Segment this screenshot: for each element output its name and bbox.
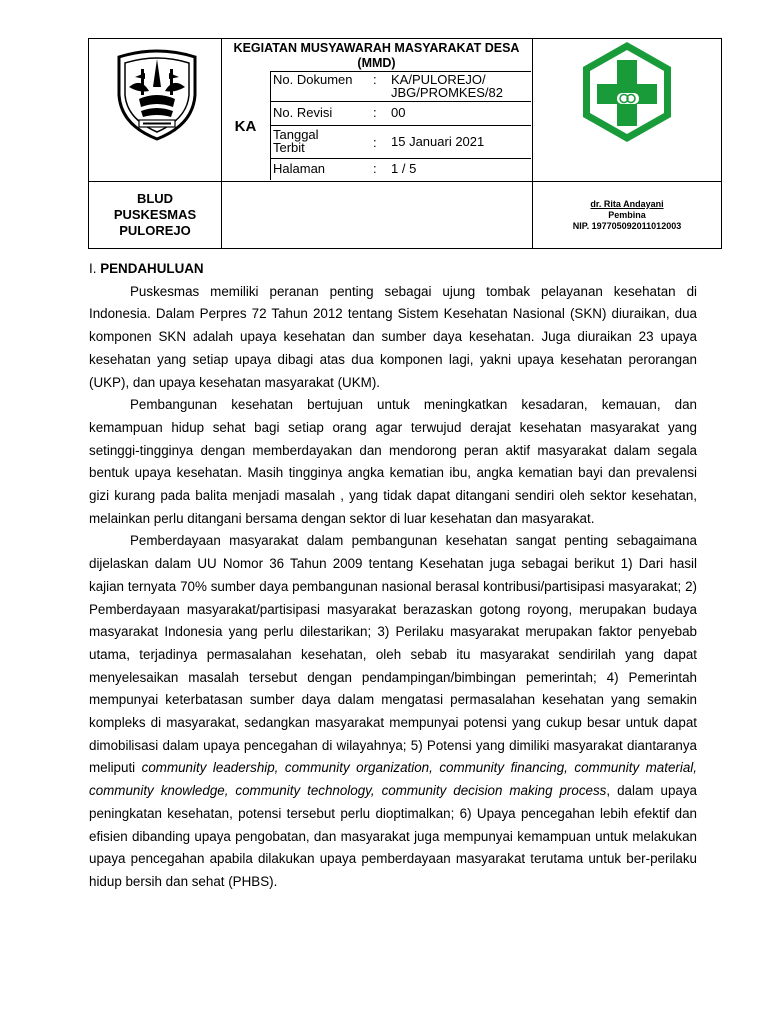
issue-date-label: Tanggal Terbit bbox=[273, 127, 319, 155]
org-line: PULOREJO bbox=[119, 223, 191, 238]
document-title: KEGIATAN MUSYAWARAH MASYARAKAT DESA (MMD) bbox=[233, 41, 520, 70]
section-number: I. bbox=[89, 261, 97, 276]
document-body bbox=[89, 258, 697, 894]
doc-number-value: KA/PULOREJO/ JBG/PROMKES/82 bbox=[391, 72, 503, 100]
org-line: BLUD bbox=[136, 191, 174, 206]
regency-emblem-logo bbox=[111, 47, 203, 143]
divider bbox=[270, 125, 531, 126]
paragraph-italic-text: community leadership, community organization, community financing, community material, community knowledge, community technology, community decision making process bbox=[89, 760, 697, 799]
signatory-position: Pembina bbox=[608, 209, 646, 220]
document-header-table bbox=[88, 38, 722, 249]
section-title: PENDAHULUAN bbox=[100, 261, 204, 276]
separator: : bbox=[373, 72, 377, 87]
revision-label: No. Revisi bbox=[273, 105, 333, 120]
paragraph-text: , dalam upaya peningkatan kesehatan, potensi tersebut perlu dioptimalkan; 6) Upaya pencegahan lebih efektif dan efisien dibanding upaya pengobatan, dan masyarakat juga mempunyai kemampuan untuk melakukan upaya pencegahan apabila dilakukan upaya pemberdayaan masyarakat terutama untuk ber-perilaku hidup bersih dan sehat (PHBS). bbox=[89, 783, 697, 889]
page-value: 1 / 5 bbox=[391, 161, 417, 176]
org-line: PUSKESMAS bbox=[113, 207, 197, 222]
signatory-nip: NIP. 197705092011012003 bbox=[572, 220, 682, 231]
puskesmas-logo bbox=[579, 40, 675, 144]
divider bbox=[270, 158, 531, 159]
paragraph-text: Pemberdayaan masyarakat dalam pembangunan kesehatan sangat penting sebagaimana dijelaskan dalam UU Nomor 36 Tahun 2009 tentang Kesehatan juga sebagai berikut 1) Dari hasil kajian ternyata 70% sumber daya pembangunan nasional berasal kontribusi/partisipasi masyarakat; 2) Pemberdayaan masyarakat/partisipasi masyarakat berazaskan gotong royong, merupakan budaya masyarakat Indonesia yang perlu dilestarikan; 3) Perilaku masyarakat merupakan faktor penyebab utama, terjadinya permasalahan kesehatan, oleh sebab itu masyarakat sendirilah yang dapat menyelesaikan masalah tersebut dengan pendampingan/bimbingan pemerintah; 4) Pemerintah mempunyai keterbatasan sumber daya dalam mengatasi permasalahan kesehatan yang semakin kompleks di masyarakat, sedangkan masyarakat mempunyai potensi yang cukup besar untuk dapat dimobilisasi dalam upaya pencegahan di wilayahnya; 5) Potensi yang dimiliki masyarakat diantaranya meliputi bbox=[89, 533, 697, 776]
separator: : bbox=[373, 161, 377, 176]
doc-number-label: No. Dokumen bbox=[273, 72, 353, 87]
separator: : bbox=[373, 105, 377, 120]
document-type-code: KA bbox=[234, 117, 257, 135]
signatory-name: dr. Rita Andayani bbox=[590, 198, 664, 209]
separator: : bbox=[373, 135, 377, 150]
revision-value: 00 bbox=[391, 105, 406, 120]
paragraph: Puskesmas memiliki peranan penting sebagai ujung tombak pelayanan kesehatan di Indonesia. Dalam Perpres 72 Tahun 2012 tentang Sistem Kesehatan Nasional (SKN) diuraikan, dua komponen SKN adalah upaya kesehatan dan sumber daya kesehatan. Juga diuraikan 23 upaya kesehatan yang setiap upaya dibagi atas dua komponen lagi, yakni upaya kesehatan perorangan (UKP), dan upaya kesehatan masyarakat (UKM). bbox=[89, 283, 697, 390]
paragraph: Pembangunan kesehatan bertujuan untuk meningkatkan kesadaran, kemauan, dan kemampuan hidup sehat bagi setiap orang agar terwujud derajat kesehatan masyarakat yang setinggi-tingginya dengan memberdayakan dan mendorong peran aktif masyarakat dalam segala bentuk upaya kesehatan. Masih tingginya angka kematian ibu, angka kematian bayi dan prevalensi gizi kurang pada balita menjadi masalah , yang tidak dapat ditangani sendiri oleh sektor kesehatan, melainkan perlu ditangani bersama dengan sektor di luar kesehatan dan masyarakat. bbox=[89, 397, 697, 526]
divider bbox=[270, 101, 531, 102]
section-heading bbox=[89, 258, 697, 281]
issue-date-value: 15 Januari 2021 bbox=[391, 134, 485, 149]
paragraph bbox=[89, 530, 697, 893]
page-label: Halaman bbox=[273, 161, 326, 176]
signatory-block bbox=[532, 181, 722, 249]
organization-name bbox=[89, 181, 221, 249]
